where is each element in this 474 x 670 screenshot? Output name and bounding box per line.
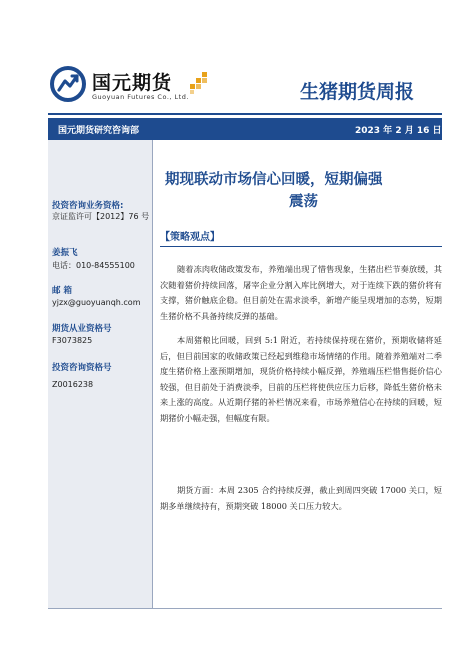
analyst-name: 姜振飞 xyxy=(52,248,78,258)
invest-qualification-label: 投资咨询资格号 xyxy=(52,363,112,373)
brand-name-cn: 国元期货 xyxy=(92,72,173,94)
report-title: 生猪期货周报 xyxy=(300,81,415,103)
strategy-paragraph-1: 随着冻肉收储政策发布，养殖端出现了惜售现象，生猪出栏节奏放缓，其次随着猪价持续回落，屠宰企业分割入库比例增大，对于连续下跌的猪价将有支撑，猪价触底企稳。但目前处在需求淡季，新增产能呈现增加的态势，短期生猪价格不具备持续反弹的基础。 xyxy=(160,264,442,321)
department-label: 国元期货研究咨询部 xyxy=(58,126,140,136)
footer-divider xyxy=(48,608,442,609)
sidebar-divider xyxy=(152,140,153,608)
strategy-paragraph-2: 本周猪粮比回暖，回到 5:1 附近，若持续保持现在猪价，预期收储将延后，但目前国家的收储政策已经起到维稳市场情绪的作用。随着养殖端对二季度生猪价格上涨预期增加，现货价格持续小幅反弹，养殖端压栏惜售挺价信心较强，但目前处于消费淡季，目前的压栏将使供应压力后移，降低生猪价格未来上涨的高度。从近期仔猪的补栏情况来看，市场养殖信心在持续的回暖，短期猪价小幅走强，但幅度有限。 xyxy=(160,335,442,423)
futures-qualification-value: F3073825 xyxy=(52,336,93,345)
section-divider xyxy=(160,246,442,247)
futures-paragraph: 期货方面：本周 2305 合约持续反弹，截止到周四突破 17000 关口，短期多单继续持有，预期突破 18000 关口压力较大。 xyxy=(160,485,442,511)
email-value: yjzx@guoyuanqh.com xyxy=(52,298,141,307)
email-label: 邮 箱 xyxy=(52,286,72,296)
report-date: 2023 年 2 月 16 日 xyxy=(355,126,442,136)
guoyuan-logo-icon xyxy=(50,66,86,102)
analyst-phone: 电话：010-84555100 xyxy=(52,261,135,270)
invest-qualification-value: Z0016238 xyxy=(52,380,94,389)
license-value: 京证监许可【2012】76 号 xyxy=(52,212,150,221)
gold-dots-icon xyxy=(188,70,212,94)
futures-qualification-label: 期货从业资格号 xyxy=(52,324,112,334)
brand-name-en: Guoyuan Futures Co., Ltd. xyxy=(92,93,189,101)
header-divider xyxy=(48,113,442,115)
section-label: 【策略观点】 xyxy=(160,232,220,243)
headline-line1: 期现联动市场信心回暖，短期偏强 xyxy=(165,172,383,188)
headline-line2: 震荡 xyxy=(289,194,318,210)
license-label: 投资咨询业务资格: xyxy=(52,201,124,211)
